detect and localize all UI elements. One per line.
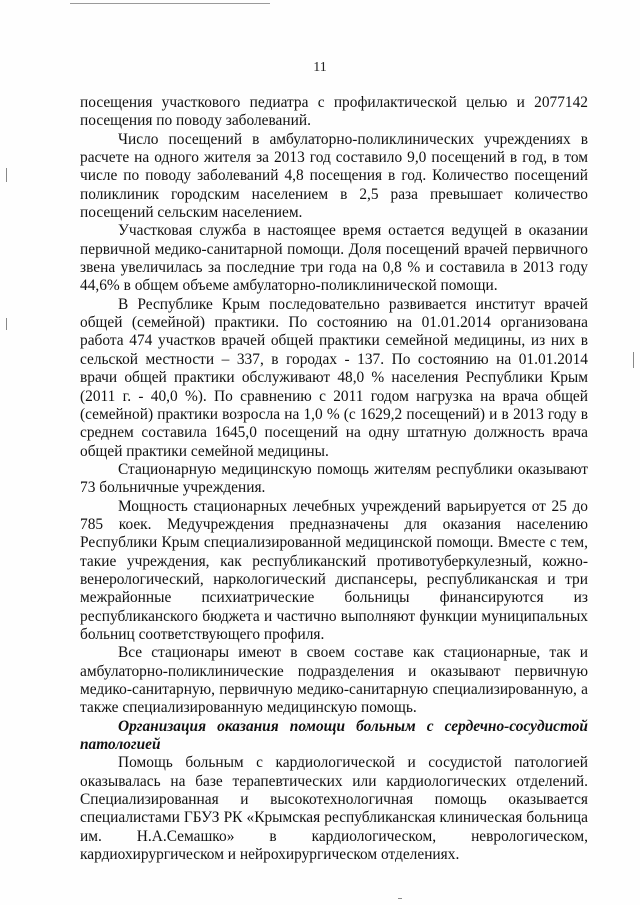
paragraph: Участковая служба в настоящее время остается ведущей в оказании первичной медико-санитарной помощи. Доля посещений врачей первичного звена увеличилась за последние три года на 0,8 % и составила в 2013 году 44,6% в общем объеме амбулаторно-поликлинической помощи. (80, 222, 588, 295)
scan-margin-mark (6, 318, 7, 330)
section-heading: Организация оказания помощи больным с сердечно-сосудистой патологией (80, 717, 588, 754)
scan-margin-mark (633, 352, 634, 368)
scan-margin-mark (6, 168, 7, 182)
scan-margin-mark (398, 898, 402, 899)
paragraph: Число посещений в амбулаторно-поликлинических учреждениях в расчете на одного жителя за 2013 год составило 9,0 посещений в год, в том числе по поводу заболеваний 4,8 посещения в год. Количество посещений поликлиник городским населением в 2,5 раза превышает количество посещений сельским населением. (80, 130, 588, 222)
paragraph: Все стационары имеют в своем составе как стационарные, так и амбулаторно-поликлинические подразделения и оказывают первичную медико-санитарную, первичную медико-санитарную специализированную, а также специализированную медицинскую помощь. (80, 644, 588, 717)
body-text (80, 94, 588, 864)
paragraph: Помощь больным с кардиологической и сосудистой патологией оказывалась на базе терапевтических или кардиологических отделений. Специализированная и высокотехнологичная помощь оказывается специалистами ГБУЗ РК «Крымская республиканская клиническая больница им. Н.А.Семашко» в кардиологическом, неврологическом, кардиохирургическом и нейрохирургическом отделениях. (80, 754, 588, 864)
scan-top-rule (70, 3, 270, 4)
page-number: 11 (313, 60, 327, 75)
paragraph: В Республике Крым последовательно развивается институт врачей общей (семейной) практики. По состоянию на 01.01.2014 организована работа 474 участков врачей общей практики семейной медицины, из них в сельской местности – 337, в городах - 137. По состоянию на 01.01.2014 врачи общей практики обслуживают 48,0 % населения Республики Крым (2011 г. - 40,0 %). По сравнению с 2011 годом нагрузка на врача общей (семейной) практики возросла на 1,0 % (с 1629,2 посещений) и в 2013 году в среднем составила 1645,0 посещений на одну штатную должность врача общей практики семейной медицины. (80, 295, 588, 460)
paragraph: Стационарную медицинскую помощь жителям республики оказывают 73 больничные учреждения. (80, 460, 588, 497)
paragraph: посещения участкового педиатра с профилактической целью и 2077142 посещения по поводу заболеваний. (80, 94, 588, 130)
paragraph: Мощность стационарных лечебных учреждений варьируется от 25 до 785 коек. Медучреждения предназначены для оказания населению Республики Крым специализированной медицинской помощи. Вместе с тем, такие учреждения, как республиканский противотуберкулезный, кожно-венерологический, наркологический диспансеры, республиканская и три межрайонные психиатрические больницы финансируются из республиканского бюджета и частично выполняют функции муниципальных больниц соответствующего профиля. (80, 497, 588, 643)
